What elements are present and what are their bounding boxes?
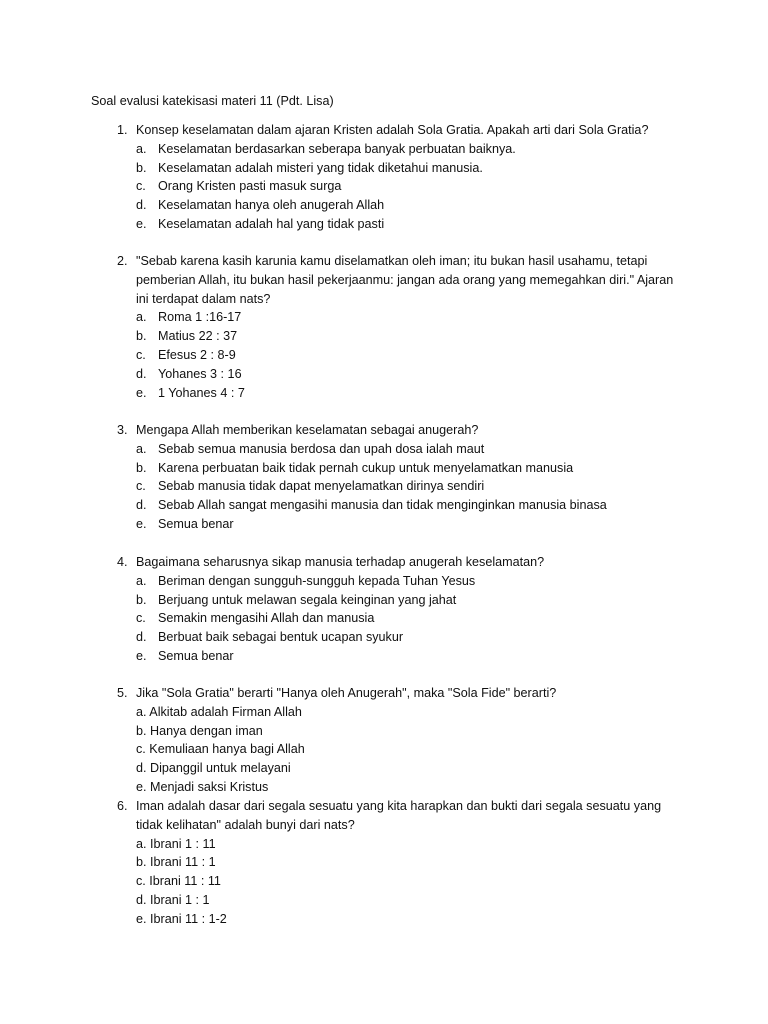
- option-text: Sebab semua manusia berdosa dan upah dosa ialah maut: [158, 441, 485, 456]
- option-text: c. Ibrani 11 : 11: [136, 874, 221, 889]
- question-2: [0, 252, 768, 402]
- option-text: e. Menjadi saksi Kristus: [136, 779, 269, 794]
- option-letter: e.: [136, 216, 147, 231]
- option-text: Sebab manusia tidak dapat menyelamatkan dirinya sendiri: [158, 479, 485, 494]
- option-item: [0, 647, 768, 666]
- option-text: Keselamatan berdasarkan seberapa banyak perbuatan baiknya.: [158, 141, 516, 156]
- option-text: Semakin mengasihi Allah dan manusia: [158, 611, 375, 626]
- question-text: Jika "Sola Gratia" berarti "Hanya oleh Anugerah", maka "Sola Fide" berarti?: [136, 686, 557, 700]
- question-text: Mengapa Allah memberikan keselamatan sebagai anugerah?: [136, 423, 479, 437]
- option-text: Karena perbuatan baik tidak pernah cukup untuk menyelamatkan manusia: [158, 460, 574, 475]
- option-text: Berbuat baik sebagai bentuk ucapan syukur: [158, 630, 404, 645]
- option-item: [0, 853, 768, 872]
- question-4: [0, 553, 768, 666]
- option-text: d. Ibrani 1 : 1: [136, 892, 210, 907]
- option-text: Berjuang untuk melawan segala keinginan yang jahat: [158, 592, 457, 607]
- option-letter: b.: [136, 329, 147, 344]
- option-text: Yohanes 3 : 16: [158, 366, 242, 381]
- option-letter: d.: [136, 498, 147, 513]
- option-letter: e.: [136, 385, 147, 400]
- option-letter: a.: [136, 310, 147, 325]
- page-title: Soal evalusi katekisasi materi 11 (Pdt. Lisa): [91, 94, 334, 108]
- option-item: [0, 572, 768, 591]
- option-text: Semua benar: [158, 648, 234, 663]
- question-number: 3.: [117, 423, 128, 437]
- option-letter: a.: [136, 141, 147, 156]
- option-item: [0, 722, 768, 741]
- option-item: [0, 477, 768, 496]
- option-text: Roma 1 :16-17: [158, 310, 242, 325]
- option-text: a. Alkitab adalah Firman Allah: [136, 704, 302, 719]
- option-item: [0, 384, 768, 403]
- option-letter: c.: [136, 611, 146, 626]
- question-text: Konsep keselamatan dalam ajaran Kristen adalah Sola Gratia. Apakah arti dari Sola Gratia?: [136, 123, 649, 137]
- option-text: a. Ibrani 1 : 11: [136, 836, 216, 851]
- option-text: Keselamatan adalah misteri yang tidak diketahui manusia.: [158, 160, 483, 175]
- option-item: [0, 609, 768, 628]
- option-text: Matius 22 : 37: [158, 329, 238, 344]
- option-item: [0, 140, 768, 159]
- option-item: [0, 177, 768, 196]
- option-item: [0, 440, 768, 459]
- option-letter: b.: [136, 160, 147, 175]
- option-item: [0, 910, 768, 929]
- option-text: b. Ibrani 11 : 1: [136, 855, 216, 870]
- option-text: Efesus 2 : 8-9: [158, 347, 236, 362]
- option-item: [0, 591, 768, 610]
- option-text: d. Dipanggil untuk melayani: [136, 761, 291, 776]
- option-text: Semua benar: [158, 516, 234, 531]
- question-6: [0, 797, 768, 929]
- option-letter: e.: [136, 516, 147, 531]
- question-number: 5.: [117, 686, 128, 700]
- option-letter: c.: [136, 347, 146, 362]
- option-letter: b.: [136, 592, 147, 607]
- question-text: "Sebab karena kasih karunia kamu diselamatkan oleh iman; itu bukan hasil usahamu, tetapi pemberian Allah, itu bukan hasil pekerjaanmu: jangan ada orang yang memegahkan diri." Ajaran ini terdapat dalam nats?: [136, 254, 674, 306]
- question-number: 2.: [117, 254, 128, 268]
- option-text: b. Hanya dengan iman: [136, 723, 263, 738]
- option-text: 1 Yohanes 4 : 7: [158, 385, 245, 400]
- option-text: Orang Kristen pasti masuk surga: [158, 179, 342, 194]
- option-item: [0, 159, 768, 178]
- option-letter: d.: [136, 366, 147, 381]
- option-item: [0, 496, 768, 515]
- option-item: [0, 778, 768, 797]
- option-text: Keselamatan adalah hal yang tidak pasti: [158, 216, 385, 231]
- option-item: [0, 346, 768, 365]
- option-text: c. Kemuliaan hanya bagi Allah: [136, 742, 305, 757]
- option-letter: a.: [136, 441, 147, 456]
- option-item: [0, 703, 768, 722]
- option-letter: d.: [136, 198, 147, 213]
- question-text: Iman adalah dasar dari segala sesuatu yang kita harapkan dan bukti dari segala sesuatu yang tidak kelihatan" adalah bunyi dari nats?: [136, 799, 662, 832]
- option-text: Beriman dengan sungguh-sungguh kepada Tuhan Yesus: [158, 573, 476, 588]
- option-item: [0, 872, 768, 891]
- option-item: [0, 459, 768, 478]
- question-text: Bagaimana seharusnya sikap manusia terhadap anugerah keselamatan?: [136, 555, 545, 569]
- option-item: [0, 515, 768, 534]
- option-text: e. Ibrani 11 : 1-2: [136, 911, 227, 926]
- question-number: 6.: [117, 799, 128, 813]
- option-item: [0, 308, 768, 327]
- option-letter: d.: [136, 630, 147, 645]
- option-item: [0, 215, 768, 234]
- option-item: [0, 628, 768, 647]
- question-1: [0, 121, 768, 234]
- option-item: [0, 740, 768, 759]
- option-letter: e.: [136, 648, 147, 663]
- option-letter: a.: [136, 573, 147, 588]
- option-item: [0, 365, 768, 384]
- option-item: [0, 196, 768, 215]
- question-3: [0, 421, 768, 534]
- option-letter: c.: [136, 179, 146, 194]
- option-letter: c.: [136, 479, 146, 494]
- option-item: [0, 891, 768, 910]
- question-number: 4.: [117, 555, 128, 569]
- option-item: [0, 835, 768, 854]
- question-number: 1.: [117, 123, 128, 137]
- option-text: Keselamatan hanya oleh anugerah Allah: [158, 198, 385, 213]
- question-5: [0, 684, 768, 797]
- option-text: Sebab Allah sangat mengasihi manusia dan tidak menginginkan manusia binasa: [158, 498, 607, 513]
- option-item: [0, 759, 768, 778]
- option-item: [0, 327, 768, 346]
- option-letter: b.: [136, 460, 147, 475]
